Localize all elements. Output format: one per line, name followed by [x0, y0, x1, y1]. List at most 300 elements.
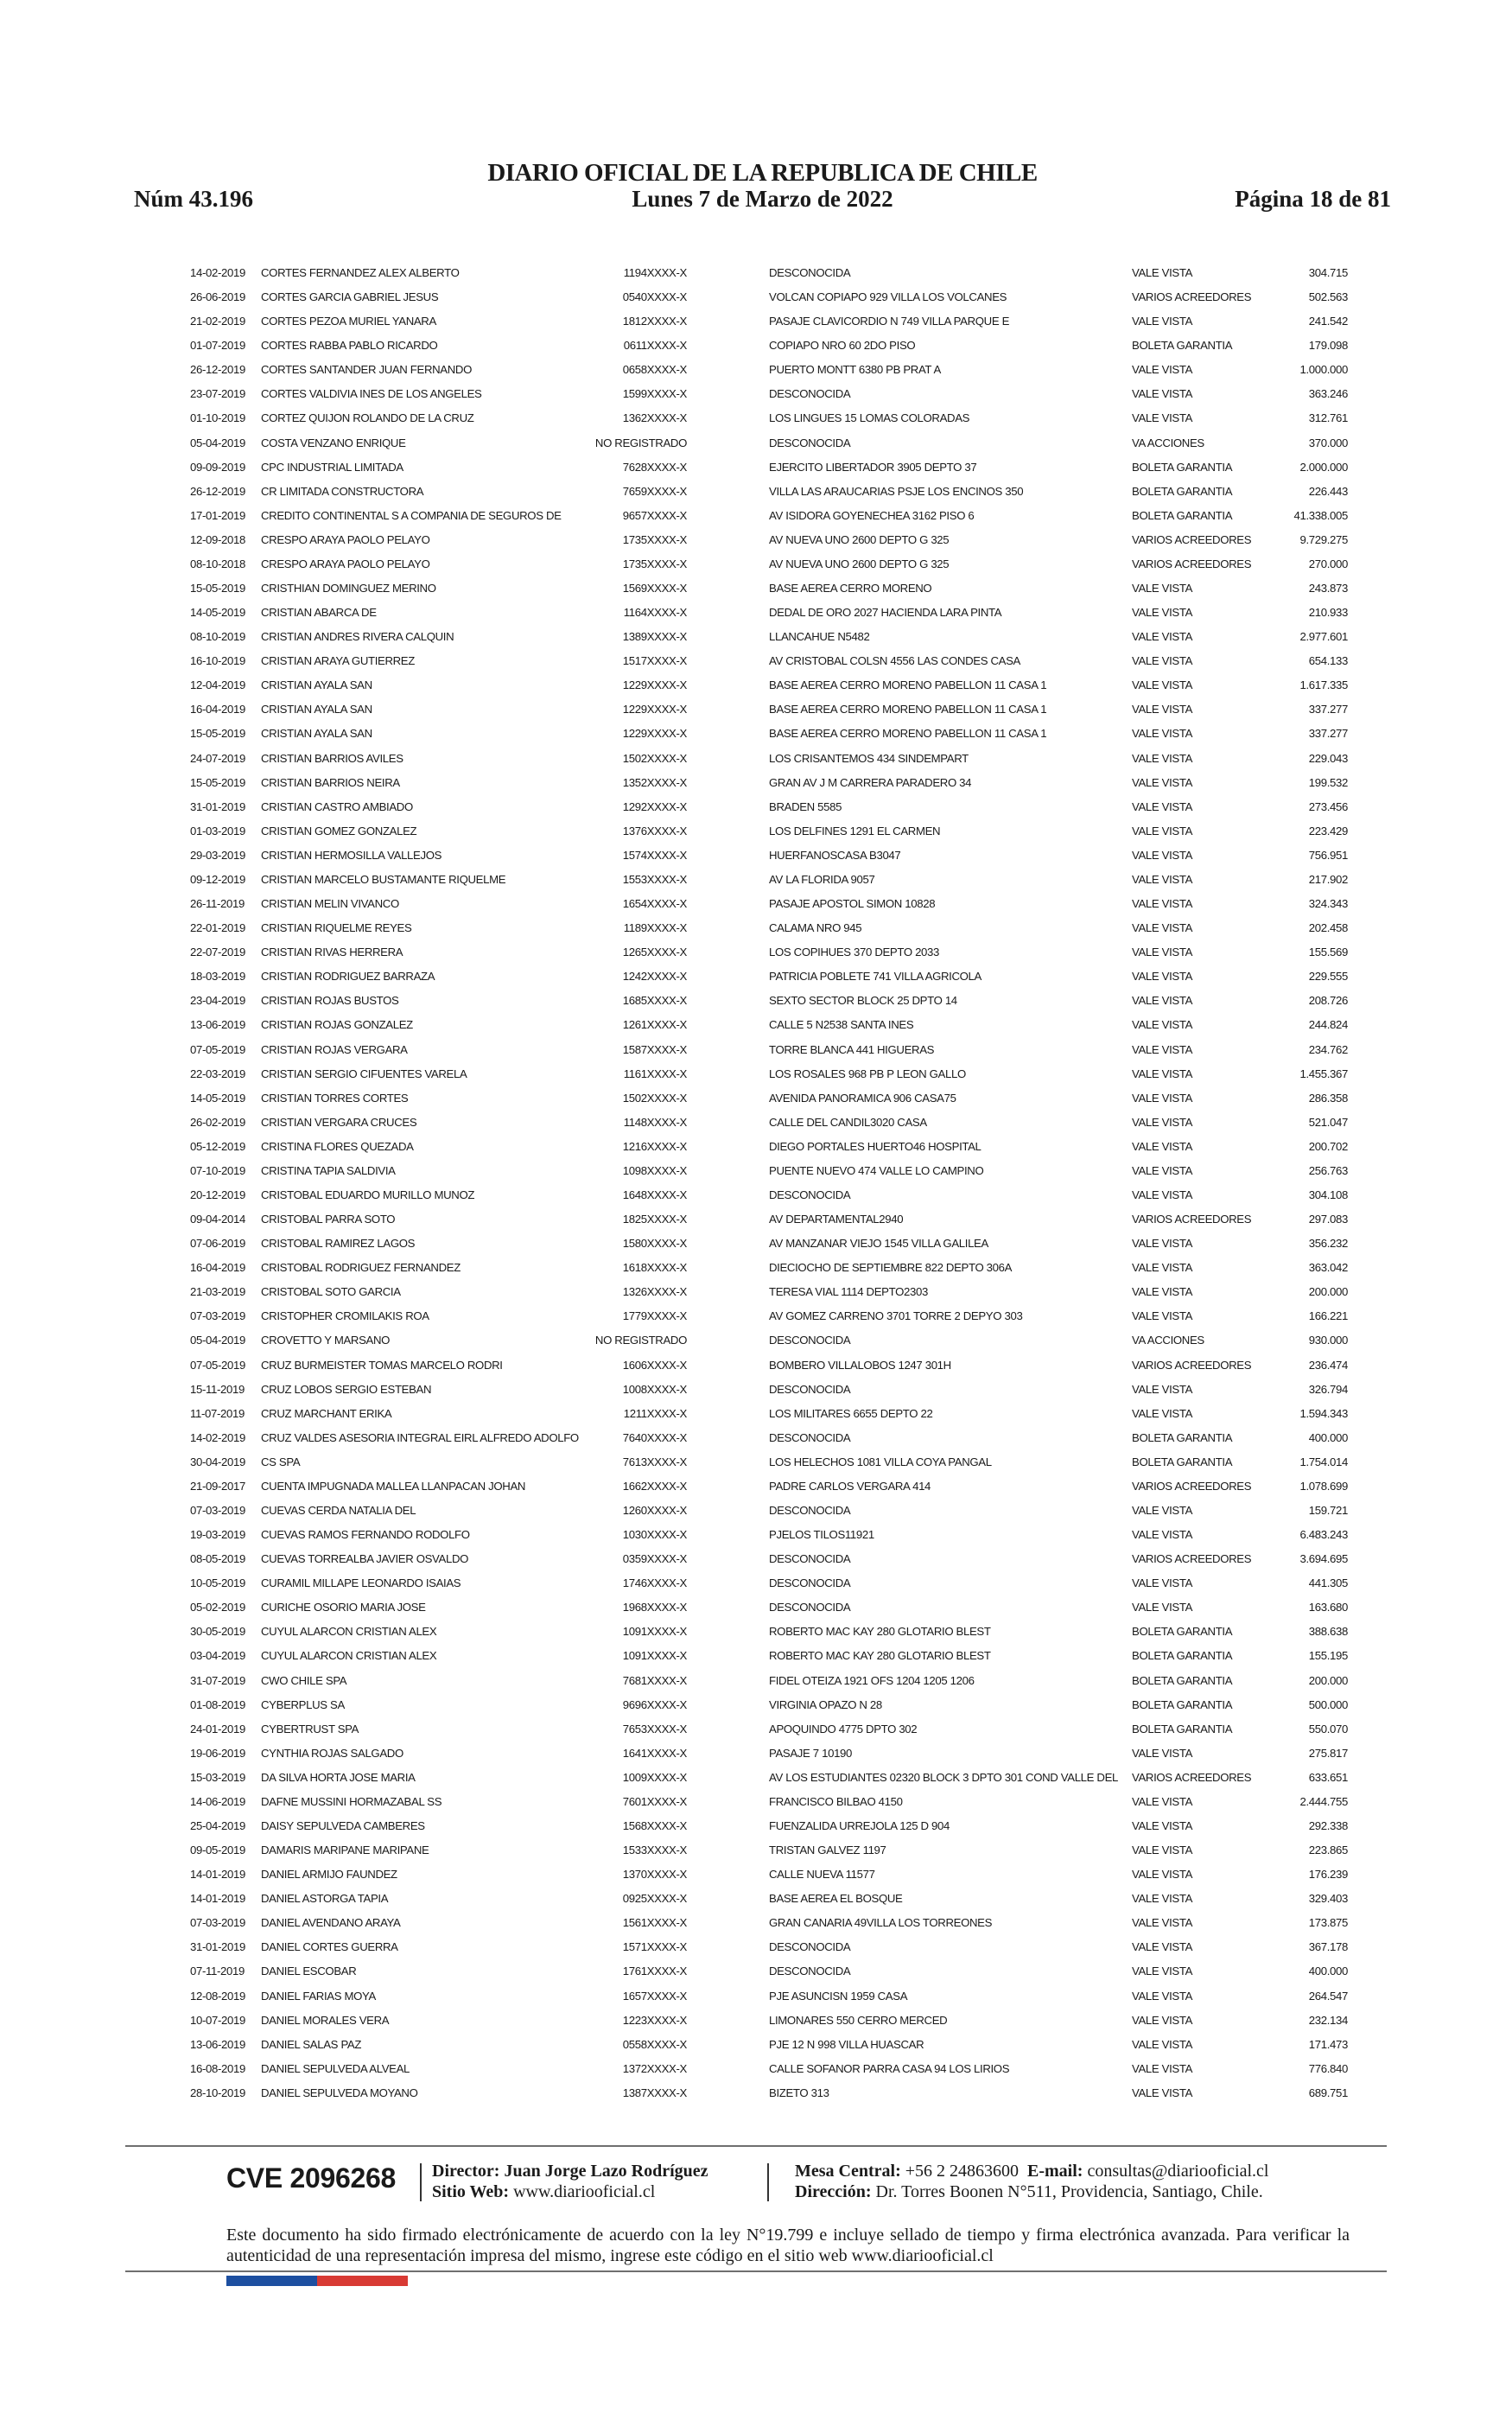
- row-address: GRAN AV J M CARRERA PARADERO 34: [769, 775, 972, 789]
- row-address: BIZETO 313: [769, 2086, 829, 2099]
- table-row: [190, 552, 1348, 576]
- address-label: Dirección:: [795, 2182, 872, 2201]
- row-name: CURAMIL MILLAPE LEONARDO ISAIAS: [261, 1576, 461, 1590]
- row-amount: 236.474: [1308, 1358, 1348, 1372]
- row-date: 07-05-2019: [190, 1042, 245, 1056]
- signature-notice: Este documento ha sido firmado electrónicamente de acuerdo con la ley N°19.799 e incluye sellado de tiempo y firma electrónica avanzada. Para verificar la autenticidad de una representación impresa del mismo, ingrese este código en el sitio web www.diariooficial.cl: [226, 2226, 1350, 2265]
- issue-number: Núm 43.196: [134, 186, 254, 212]
- row-date: 15-05-2019: [190, 582, 245, 595]
- row-address: BRADEN 5585: [769, 799, 842, 813]
- footer-divider: [767, 2163, 769, 2201]
- row-address: DESCONOCIDA: [769, 436, 851, 449]
- row-type: BOLETA GARANTIA: [1132, 1649, 1233, 1663]
- table-row: [190, 455, 1348, 480]
- table-row: [190, 965, 1348, 989]
- row-rut: 0658XXXX-X: [622, 363, 687, 377]
- table-row: [190, 1571, 1348, 1595]
- row-name: CRISTIAN RODRIGUEZ BARRAZA: [261, 970, 435, 984]
- row-amount: 292.338: [1308, 1819, 1348, 1832]
- row-amount: 163.680: [1308, 1601, 1348, 1614]
- row-rut: 1009XXXX-X: [622, 1770, 687, 1784]
- table-row: [190, 1935, 1348, 1959]
- row-address: PUENTE NUEVO 474 VALLE LO CAMPINO: [769, 1163, 984, 1177]
- row-rut: 1812XXXX-X: [622, 315, 687, 328]
- row-date: 17-01-2019: [190, 508, 245, 522]
- row-date: 20-12-2019: [190, 1188, 245, 1201]
- row-date: 22-03-2019: [190, 1067, 245, 1080]
- row-address: LOS DELFINES 1291 EL CARMEN: [769, 824, 941, 837]
- row-type: VALE VISTA: [1132, 654, 1193, 668]
- row-type: VALE VISTA: [1132, 2037, 1193, 2051]
- row-rut: 0359XXXX-X: [622, 1552, 687, 1566]
- row-address: CALLE 5 N2538 SANTA INES: [769, 1018, 914, 1032]
- table-row: [190, 431, 1348, 455]
- table-row: [190, 722, 1348, 746]
- row-amount: 297.083: [1308, 1213, 1348, 1226]
- row-address: FUENZALIDA URREJOLA 125 D 904: [769, 1819, 950, 1832]
- row-type: VARIOS ACREEDORES: [1132, 557, 1252, 570]
- row-address: BASE AEREA EL BOSQUE: [769, 1892, 903, 1906]
- row-amount: 200.000: [1308, 1673, 1348, 1687]
- row-amount: 1.754.014: [1299, 1455, 1348, 1468]
- row-type: VALE VISTA: [1132, 630, 1193, 644]
- row-name: CRISTOBAL RODRIGUEZ FERNANDEZ: [261, 1261, 461, 1275]
- row-address: BASE AEREA CERRO MORENO PABELLON 11 CASA 1: [769, 703, 1047, 716]
- row-type: VARIOS ACREEDORES: [1132, 1213, 1252, 1226]
- row-rut: 1229XXXX-X: [622, 678, 687, 692]
- row-amount: 400.000: [1308, 1430, 1348, 1444]
- row-date: 12-09-2018: [190, 532, 245, 546]
- row-rut: 7628XXXX-X: [622, 460, 687, 474]
- row-amount: 264.547: [1308, 1989, 1348, 2003]
- site-label: Sitio Web:: [432, 2182, 510, 2201]
- row-amount: 776.840: [1308, 2061, 1348, 2075]
- row-date: 01-10-2019: [190, 411, 245, 425]
- row-date: 29-03-2019: [190, 848, 245, 862]
- table-row: [190, 1911, 1348, 1935]
- row-name: CPC INDUSTRIAL LIMITADA: [261, 460, 403, 474]
- row-rut: 1261XXXX-X: [622, 1018, 687, 1032]
- row-date: 13-06-2019: [190, 1018, 245, 1032]
- flag-red-stripe: [317, 2276, 408, 2286]
- row-amount: 633.651: [1308, 1770, 1348, 1784]
- row-type: VALE VISTA: [1132, 1091, 1193, 1105]
- table-row: [190, 1280, 1348, 1304]
- row-name: DANIEL ARMIJO FAUNDEZ: [261, 1868, 397, 1882]
- row-date: 14-01-2019: [190, 1868, 245, 1882]
- table-row: [190, 358, 1348, 382]
- row-address: BASE AEREA CERRO MORENO: [769, 582, 932, 595]
- row-date: 19-03-2019: [190, 1528, 245, 1542]
- row-date: 12-08-2019: [190, 1989, 245, 2003]
- row-name: CR LIMITADA CONSTRUCTORA: [261, 484, 424, 498]
- contact-line: [795, 2161, 1268, 2181]
- row-name: DANIEL FARIAS MOYA: [261, 1989, 376, 2003]
- row-amount: 756.951: [1308, 848, 1348, 862]
- row-date: 07-03-2019: [190, 1309, 245, 1323]
- row-date: 26-11-2019: [190, 897, 245, 911]
- row-date: 14-05-2019: [190, 1091, 245, 1105]
- row-address: ROBERTO MAC KAY 280 GLOTARIO BLEST: [769, 1649, 991, 1663]
- row-date: 11-07-2019: [190, 1406, 245, 1420]
- table-row: [190, 382, 1348, 406]
- row-address: CALLE NUEVA 11577: [769, 1868, 875, 1882]
- row-rut: 1968XXXX-X: [622, 1601, 687, 1614]
- row-amount: 654.133: [1308, 654, 1348, 668]
- row-type: VALE VISTA: [1132, 2013, 1193, 2027]
- table-row: [190, 819, 1348, 844]
- row-amount: 166.221: [1308, 1309, 1348, 1323]
- row-name: DANIEL SEPULVEDA MOYANO: [261, 2086, 418, 2099]
- row-amount: 304.715: [1308, 266, 1348, 279]
- row-address: TRISTAN GALVEZ 1197: [769, 1844, 886, 1857]
- table-row: [190, 697, 1348, 722]
- row-rut: 1502XXXX-X: [622, 751, 687, 765]
- row-rut: 7659XXXX-X: [622, 484, 687, 498]
- row-address: BASE AEREA CERRO MORENO PABELLON 11 CASA 1: [769, 678, 1047, 692]
- row-amount: 241.542: [1308, 315, 1348, 328]
- row-address: DESCONOCIDA: [769, 387, 851, 401]
- row-address: LOS LINGUES 15 LOMAS COLORADAS: [769, 411, 970, 425]
- row-address: DESCONOCIDA: [769, 1552, 851, 1566]
- row-amount: 2.000.000: [1299, 460, 1348, 474]
- row-name: CRISTIAN HERMOSILLA VALLEJOS: [261, 848, 442, 862]
- row-date: 30-04-2019: [190, 1455, 245, 1468]
- row-name: DANIEL ESCOBAR: [261, 1965, 357, 1978]
- table-row: [190, 892, 1348, 916]
- row-amount: 223.865: [1308, 1844, 1348, 1857]
- row-address: LOS HELECHOS 1081 VILLA COYA PANGAL: [769, 1455, 992, 1468]
- row-amount: 179.098: [1308, 339, 1348, 353]
- site-link[interactable]: www.diariooficial.cl: [513, 2182, 656, 2201]
- row-amount: 356.232: [1308, 1237, 1348, 1251]
- row-address: SEXTO SECTOR BLOCK 25 DPTO 14: [769, 994, 957, 1008]
- row-date: 03-04-2019: [190, 1649, 245, 1663]
- email-link[interactable]: consultas@diariooficial.cl: [1087, 2162, 1269, 2181]
- director-name: Juan Jorge Lazo Rodríguez: [504, 2162, 708, 2181]
- row-address: LOS ROSALES 968 PB P LEON GALLO: [769, 1067, 966, 1080]
- row-date: 14-05-2019: [190, 606, 245, 620]
- row-amount: 229.043: [1308, 751, 1348, 765]
- table-row: [190, 1062, 1348, 1086]
- table-row: [190, 1183, 1348, 1207]
- row-amount: 1.594.343: [1299, 1406, 1348, 1420]
- row-amount: 337.277: [1308, 727, 1348, 741]
- row-name: CUYUL ALARCON CRISTIAN ALEX: [261, 1625, 437, 1639]
- row-type: VA ACCIONES: [1132, 436, 1204, 449]
- row-name: DAISY SEPULVEDA CAMBERES: [261, 1819, 425, 1832]
- table-row: [190, 1499, 1348, 1523]
- row-type: BOLETA GARANTIA: [1132, 1697, 1233, 1711]
- row-date: 07-03-2019: [190, 1916, 245, 1930]
- row-amount: 2.977.601: [1299, 630, 1348, 644]
- row-address: BOMBERO VILLALOBOS 1247 301H: [769, 1358, 951, 1372]
- row-name: CRISTHIAN DOMINGUEZ MERINO: [261, 582, 436, 595]
- row-amount: 200.000: [1308, 1285, 1348, 1299]
- row-amount: 176.239: [1308, 1868, 1348, 1882]
- row-name: CRISTIAN BARRIOS NEIRA: [261, 775, 400, 789]
- row-type: VALE VISTA: [1132, 872, 1193, 886]
- row-address: PASAJE 7 10190: [769, 1746, 853, 1760]
- row-type: VALE VISTA: [1132, 2061, 1193, 2075]
- row-address: CALLE DEL CANDIL3020 CASA: [769, 1115, 927, 1129]
- row-address: EJERCITO LIBERTADOR 3905 DEPTO 37: [769, 460, 977, 474]
- row-rut: 1370XXXX-X: [622, 1868, 687, 1882]
- row-rut: 1189XXXX-X: [623, 921, 687, 935]
- row-rut: 1571XXXX-X: [622, 1940, 687, 1954]
- row-type: VALE VISTA: [1132, 703, 1193, 716]
- row-address: LOS CRISANTEMOS 434 SINDEMPART: [769, 751, 969, 765]
- row-amount: 173.875: [1308, 1916, 1348, 1930]
- row-date: 31-01-2019: [190, 799, 245, 813]
- row-amount: 329.403: [1308, 1892, 1348, 1906]
- row-type: VALE VISTA: [1132, 1916, 1193, 1930]
- row-name: CRISTOBAL EDUARDO MURILLO MUNOZ: [261, 1188, 475, 1201]
- page-number: Página 18 de 81: [1235, 186, 1391, 212]
- row-date: 14-02-2019: [190, 1430, 245, 1444]
- row-type: VALE VISTA: [1132, 921, 1193, 935]
- row-amount: 159.721: [1308, 1503, 1348, 1517]
- table-row: [190, 1256, 1348, 1280]
- row-type: VALE VISTA: [1132, 751, 1193, 765]
- row-amount: 273.456: [1308, 799, 1348, 813]
- row-name: DA SILVA HORTA JOSE MARIA: [261, 1770, 416, 1784]
- row-address: DESCONOCIDA: [769, 1382, 851, 1396]
- row-date: 07-10-2019: [190, 1163, 245, 1177]
- row-address: AV DEPARTAMENTAL2940: [769, 1213, 904, 1226]
- table-row: [190, 1669, 1348, 1693]
- table-row: [190, 1644, 1348, 1668]
- row-rut: 1372XXXX-X: [622, 2061, 687, 2075]
- row-name: CRISTOBAL PARRA SOTO: [261, 1213, 396, 1226]
- row-type: VALE VISTA: [1132, 606, 1193, 620]
- row-name: CRISTIAN CASTRO AMBIADO: [261, 799, 413, 813]
- row-name: DANIEL SEPULVEDA ALVEAL: [261, 2061, 410, 2075]
- row-address: LLANCAHUE N5482: [769, 630, 870, 644]
- row-rut: 1030XXXX-X: [622, 1528, 687, 1542]
- row-type: BOLETA GARANTIA: [1132, 484, 1233, 498]
- row-name: CRISTIAN ARAYA GUTIERREZ: [261, 654, 415, 668]
- row-name: CORTES PEZOA MURIEL YANARA: [261, 315, 436, 328]
- table-row: [190, 1766, 1348, 1790]
- row-date: 05-04-2019: [190, 1334, 245, 1347]
- row-address: PATRICIA POBLETE 741 VILLA AGRICOLA: [769, 970, 982, 984]
- row-amount: 1.000.000: [1299, 363, 1348, 377]
- row-rut: 0540XXXX-X: [622, 290, 687, 304]
- row-address: AV ISIDORA GOYENECHEA 3162 PISO 6: [769, 508, 975, 522]
- row-type: BOLETA GARANTIA: [1132, 460, 1233, 474]
- row-type: VALE VISTA: [1132, 946, 1193, 959]
- flag-bar: [226, 2276, 408, 2286]
- row-type: VARIOS ACREEDORES: [1132, 1552, 1252, 1566]
- row-address: DIEGO PORTALES HUERTO46 HOSPITAL: [769, 1139, 982, 1153]
- row-amount: 286.358: [1308, 1091, 1348, 1105]
- row-rut: 1091XXXX-X: [622, 1649, 687, 1663]
- row-name: CORTEZ QUIJON ROLANDO DE LA CRUZ: [261, 411, 474, 425]
- row-type: VALE VISTA: [1132, 1989, 1193, 2003]
- row-amount: 370.000: [1308, 436, 1348, 449]
- row-date: 14-01-2019: [190, 1892, 245, 1906]
- table-row: [190, 1523, 1348, 1547]
- table-row: [190, 1717, 1348, 1742]
- table-row: [190, 601, 1348, 625]
- row-date: 26-06-2019: [190, 290, 245, 304]
- row-amount: 275.817: [1308, 1746, 1348, 1760]
- row-name: CORTES FERNANDEZ ALEX ALBERTO: [261, 266, 460, 279]
- row-rut: 7613XXXX-X: [622, 1455, 687, 1468]
- row-rut: 0558XXXX-X: [622, 2037, 687, 2051]
- row-address: AVENIDA PANORAMICA 906 CASA75: [769, 1091, 956, 1105]
- row-address: BASE AEREA CERRO MORENO PABELLON 11 CASA 1: [769, 727, 1047, 741]
- row-name: DAMARIS MARIPANE MARIPANE: [261, 1844, 429, 1857]
- row-rut: 1825XXXX-X: [622, 1213, 687, 1226]
- director-line: [432, 2161, 708, 2181]
- table-row: [190, 1426, 1348, 1450]
- row-type: VALE VISTA: [1132, 266, 1193, 279]
- row-address: AV LOS ESTUDIANTES 02320 BLOCK 3 DPTO 301 COND VALLE DEL: [769, 1770, 1119, 1784]
- row-type: VALE VISTA: [1132, 1844, 1193, 1857]
- row-amount: 930.000: [1308, 1334, 1348, 1347]
- table-row: [190, 261, 1348, 285]
- row-date: 07-06-2019: [190, 1237, 245, 1251]
- table-row: [190, 1086, 1348, 1111]
- row-amount: 326.794: [1308, 1382, 1348, 1396]
- publication-title: DIARIO OFICIAL DE LA REPUBLICA DE CHILE: [487, 159, 1038, 187]
- row-name: DANIEL CORTES GUERRA: [261, 1940, 398, 1954]
- row-rut: 1685XXXX-X: [622, 994, 687, 1008]
- row-address: PASAJE APOSTOL SIMON 10828: [769, 897, 936, 911]
- row-date: 14-06-2019: [190, 1794, 245, 1808]
- row-name: CRISTIAN AYALA SAN: [261, 727, 372, 741]
- row-type: VALE VISTA: [1132, 1285, 1193, 1299]
- row-rut: 1265XXXX-X: [622, 946, 687, 959]
- row-amount: 6.483.243: [1299, 1528, 1348, 1542]
- row-amount: 234.762: [1308, 1042, 1348, 1056]
- mesa-phone: +56 2 24863600: [905, 2162, 1020, 2181]
- table-row: [190, 1353, 1348, 1378]
- row-amount: 270.000: [1308, 557, 1348, 570]
- table-row: [190, 1863, 1348, 1887]
- row-type: VALE VISTA: [1132, 1163, 1193, 1177]
- row-rut: 1389XXXX-X: [622, 630, 687, 644]
- footer-contact-block: [795, 2161, 1268, 2202]
- row-address: CALLE SOFANOR PARRA CASA 94 LOS LIRIOS: [769, 2061, 1010, 2075]
- row-address: DESCONOCIDA: [769, 1334, 851, 1347]
- row-type: VALE VISTA: [1132, 1868, 1193, 1882]
- table-row: [190, 1232, 1348, 1256]
- row-rut: 1229XXXX-X: [622, 703, 687, 716]
- row-date: 07-11-2019: [190, 1965, 245, 1978]
- row-date: 26-12-2019: [190, 363, 245, 377]
- row-date: 16-08-2019: [190, 2061, 245, 2075]
- row-type: VALE VISTA: [1132, 848, 1193, 862]
- row-name: CRISTIAN GOMEZ GONZALEZ: [261, 824, 417, 837]
- row-amount: 226.443: [1308, 484, 1348, 498]
- row-amount: 388.638: [1308, 1625, 1348, 1639]
- row-name: CRESPO ARAYA PAOLO PELAYO: [261, 532, 430, 546]
- row-address: AV CRISTOBAL COLSN 4556 LAS CONDES CASA: [769, 654, 1020, 668]
- row-address: FRANCISCO BILBAO 4150: [769, 1794, 903, 1808]
- table-row: [190, 1620, 1348, 1644]
- row-name: CYBERTRUST SPA: [261, 1722, 359, 1735]
- row-address: DESCONOCIDA: [769, 266, 851, 279]
- row-date: 22-01-2019: [190, 921, 245, 935]
- row-name: DANIEL MORALES VERA: [261, 2013, 390, 2027]
- row-amount: 550.070: [1308, 1722, 1348, 1735]
- row-name: CRESPO ARAYA PAOLO PELAYO: [261, 557, 430, 570]
- row-address: VOLCAN COPIAPO 929 VILLA LOS VOLCANES: [769, 290, 1007, 304]
- row-type: VALE VISTA: [1132, 1309, 1193, 1323]
- row-type: BOLETA GARANTIA: [1132, 339, 1233, 353]
- row-rut: 1502XXXX-X: [622, 1091, 687, 1105]
- row-address: PJELOS TILOS11921: [769, 1528, 874, 1542]
- row-type: VALE VISTA: [1132, 363, 1193, 377]
- row-address: VIRGINIA OPAZO N 28: [769, 1697, 882, 1711]
- footer-top-rule: [125, 2145, 1387, 2147]
- row-rut: 1568XXXX-X: [622, 1819, 687, 1832]
- row-type: VALE VISTA: [1132, 411, 1193, 425]
- row-type: VALE VISTA: [1132, 1965, 1193, 1978]
- row-name: DAFNE MUSSINI HORMAZABAL SS: [261, 1794, 442, 1808]
- row-date: 23-04-2019: [190, 994, 245, 1008]
- row-type: VALE VISTA: [1132, 1528, 1193, 1542]
- issue-date: Lunes 7 de Marzo de 2022: [632, 186, 893, 212]
- row-rut: 1561XXXX-X: [622, 1916, 687, 1930]
- row-date: 31-07-2019: [190, 1673, 245, 1687]
- table-row: [190, 1838, 1348, 1863]
- row-name: CORTES GARCIA GABRIEL JESUS: [261, 290, 439, 304]
- row-amount: 208.726: [1308, 994, 1348, 1008]
- row-rut: 1735XXXX-X: [622, 557, 687, 570]
- table-row: [190, 1159, 1348, 1183]
- row-type: BOLETA GARANTIA: [1132, 508, 1233, 522]
- row-address: LIMONARES 550 CERRO MERCED: [769, 2013, 948, 2027]
- table-row: [190, 1693, 1348, 1717]
- row-address: DESCONOCIDA: [769, 1576, 851, 1590]
- row-amount: 367.178: [1308, 1940, 1348, 1954]
- row-address: ROBERTO MAC KAY 280 GLOTARIO BLEST: [769, 1625, 991, 1639]
- row-amount: 199.532: [1308, 775, 1348, 789]
- row-amount: 210.933: [1308, 606, 1348, 620]
- row-date: 01-03-2019: [190, 824, 245, 837]
- row-date: 16-10-2019: [190, 654, 245, 668]
- row-rut: 1654XXXX-X: [622, 897, 687, 911]
- row-type: VALE VISTA: [1132, 994, 1193, 1008]
- table-row: [190, 1328, 1348, 1353]
- row-rut: 1618XXXX-X: [622, 1261, 687, 1275]
- table-row: [190, 747, 1348, 771]
- site-line: [432, 2181, 708, 2202]
- row-amount: 202.458: [1308, 921, 1348, 935]
- row-address: PJE ASUNCISN 1959 CASA: [769, 1989, 908, 2003]
- table-row: [190, 1013, 1348, 1037]
- row-rut: 1606XXXX-X: [622, 1358, 687, 1372]
- table-row: [190, 1378, 1348, 1402]
- page-header: [134, 160, 1391, 212]
- row-date: 28-10-2019: [190, 2086, 245, 2099]
- row-amount: 502.563: [1308, 290, 1348, 304]
- row-name: COSTA VENZANO ENRIQUE: [261, 436, 406, 449]
- row-type: VALE VISTA: [1132, 1576, 1193, 1590]
- row-name: CUENTA IMPUGNADA MALLEA LLANPACAN JOHAN: [261, 1479, 526, 1493]
- row-address: APOQUINDO 4775 DPTO 302: [769, 1722, 918, 1735]
- mesa-label: Mesa Central:: [795, 2162, 901, 2181]
- table-row: [190, 576, 1348, 601]
- table-row: [190, 649, 1348, 673]
- cve-code: CVE 2096268: [226, 2162, 396, 2194]
- row-type: VARIOS ACREEDORES: [1132, 1770, 1252, 1784]
- footer-divider: [420, 2163, 422, 2201]
